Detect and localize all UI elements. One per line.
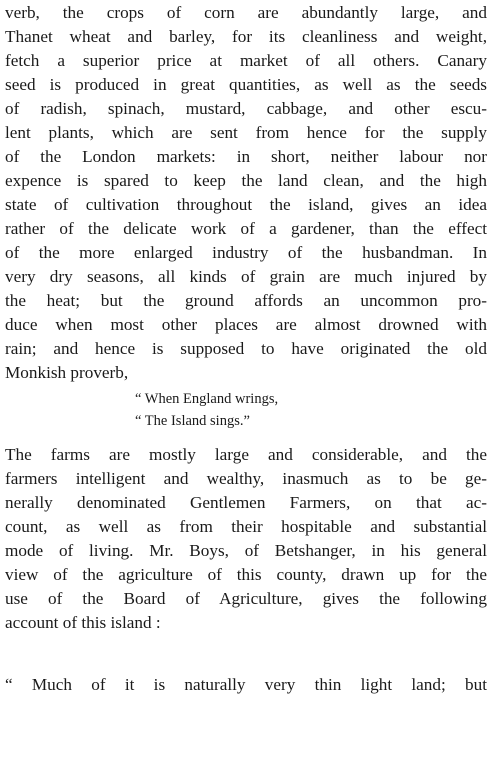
text-line: The farms are mostly large and considerable, and the (5, 445, 487, 464)
text-line: account of this island : (5, 613, 161, 632)
text-line: farmers intelligent and wealthy, inasmuch as to be ge- (5, 469, 487, 488)
text-line: very dry seasons, all kinds of grain are much injured by (5, 267, 487, 286)
text-line: of the more enlarged industry of the husbandman. In (5, 243, 487, 262)
text-line: rain; and hence is supposed to have originated the old (5, 339, 487, 358)
text-line: seed is produced in great quantities, as well as the seeds (5, 75, 487, 94)
text-line: use of the Board of Agriculture, gives the following (5, 589, 487, 608)
text-line: the heat; but the ground affords an uncommon pro- (5, 291, 487, 310)
text-line: verb, the crops of corn are abundantly large, and (5, 3, 487, 22)
text-line: mode of living. Mr. Boys, of Betshanger, in his general (5, 541, 487, 560)
text-line: duce when most other places are almost drowned with (5, 315, 487, 334)
text-line: fetch a superior price at market of all others. Canary (5, 51, 487, 70)
text-line: rather of the delicate work of a gardener, than the effect (5, 219, 487, 238)
text-line: Monkish proverb, (5, 363, 129, 382)
text-line: Thanet wheat and barley, for its cleanliness and weight, (5, 27, 487, 46)
text-line: of radish, spinach, mustard, cabbage, and other escu- (5, 99, 487, 118)
text-line: expence is spared to keep the land clean, and the high (5, 171, 487, 190)
verse-line: “ The Island sings.” (135, 413, 250, 429)
text-line: count, as well as from their hospitable and substantial (5, 517, 487, 536)
text-line: nerally denominated Gentlemen Farmers, on that ac- (5, 493, 487, 512)
text-line: state of cultivation throughout the island, gives an idea (5, 195, 487, 214)
verse-line: “ When England wrings, (135, 391, 279, 407)
text-line: lent plants, which are sent from hence for the supply (5, 123, 487, 142)
quotation-start: “ Much of it is naturally very thin light land; but (5, 675, 487, 694)
text-line: of the London markets: in short, neither labour nor (5, 147, 487, 166)
text-line: view of the agriculture of this county, drawn up for the (5, 565, 487, 584)
